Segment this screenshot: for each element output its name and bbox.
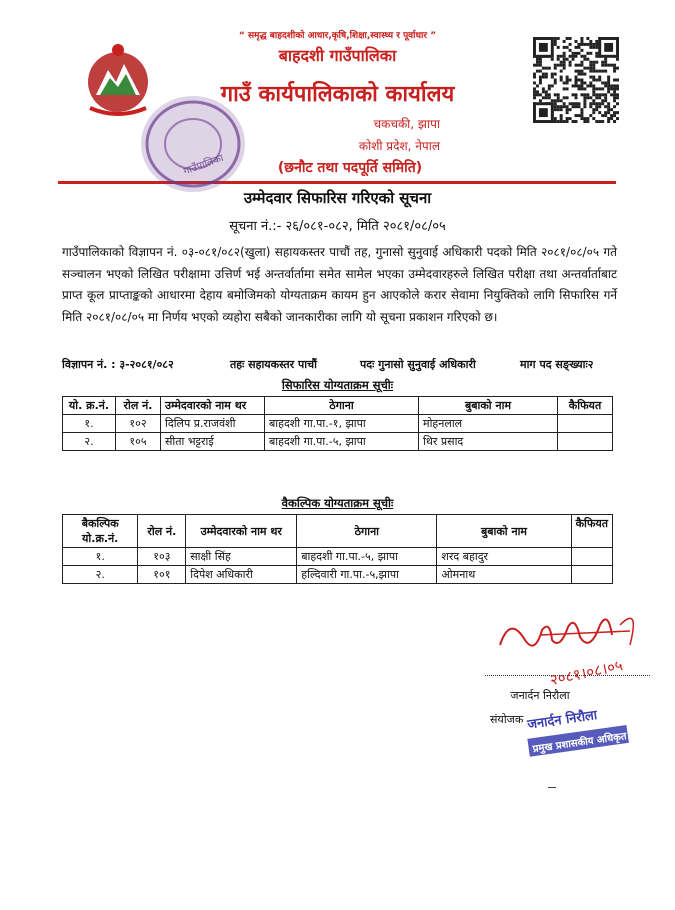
col-remarks: कैफियत (571, 515, 612, 548)
post-name: पदः गुनासो सुनुवाई अधिकारी (360, 358, 476, 371)
recommended-table (62, 396, 613, 451)
handwritten-signature (480, 595, 660, 700)
col-name: उम्मेदवारको नाम थर (161, 397, 265, 415)
motto: “ समृद्ध बाहदशीको आधार,कृषि,शिक्षा,स्वास्थ्य र पूर्वाधार ” (238, 31, 437, 41)
office-name: गाउँ कार्यपालिकाको कार्यालय (220, 82, 455, 107)
svg-text:प्रमुख प्रशासकीय अधिकृत: प्रमुख प्रशासकीय अधिकृत (532, 731, 628, 756)
cell-remarks (571, 566, 612, 584)
table-row (63, 433, 613, 451)
cell-serial: १. (63, 548, 138, 566)
handwritten-date: २०८१।०८।०५ (548, 656, 625, 690)
signatory-role: संयोजक (490, 713, 524, 726)
cell-name: सीता भट्टराई (161, 433, 265, 451)
svg-text:जनार्दन निरौला: जनार्दन निरौला (526, 708, 599, 733)
committee-name: (छनौट तथा पदपूर्ति समिति) (277, 160, 423, 176)
cell-remarks (558, 415, 613, 433)
table-row (63, 566, 613, 584)
col-serial: यो. क्र.नं. (63, 397, 116, 415)
cell-father: मोहनलाल (419, 415, 558, 433)
address-line-1: चकचकी, झापा (373, 117, 440, 131)
cell-name: दिलिप प्र.राजवंशी (161, 415, 265, 433)
cell-father: ओमनाथ (437, 566, 571, 584)
col-address: ठेगाना (265, 397, 419, 415)
table-header-row (63, 515, 613, 548)
col-remarks: कैफियत (558, 397, 613, 415)
advert-number: विज्ञापन नं. : ३-२०८१/०८२ (62, 358, 174, 371)
col-serial: बैकल्पिक यो.क्र.नं. (63, 515, 138, 548)
table-row (63, 548, 613, 566)
col-father: बुबाको नाम (419, 397, 558, 415)
cell-address: बाहदशी गा.पा.-५, झापा (297, 548, 437, 566)
cell-father: थिर प्रसाद (419, 433, 558, 451)
signatory-name: जनार्दन निरौला (510, 689, 570, 702)
notice-number: सूचना नं.:- २६/०८१-०८२, मिति २०८१/०८/०५ (229, 219, 446, 234)
svg-text:गाउँपालिका: गाउँपालिका (182, 152, 226, 178)
table2-title: वैकल्पिक योग्यताक्रम सूचीः (281, 496, 394, 510)
cell-father: शरद बहादुर (437, 548, 571, 566)
signature-line (485, 675, 650, 676)
cell-roll: १०१ (138, 566, 186, 584)
cell-name: दिपेश अधिकारी (186, 566, 297, 584)
alternate-table (62, 514, 613, 584)
cell-remarks (558, 433, 613, 451)
table-header-row (63, 397, 613, 415)
notice-heading: उम्मेदवार सिफारिस गरिएको सूचना (243, 189, 432, 207)
signature-stamp (520, 700, 635, 780)
demand-count: माग पद सङ्ख्याः२ (520, 358, 594, 371)
col-roll: रोल नं. (116, 397, 161, 415)
municipality-name: बाहदशी गाउँपालिका (278, 46, 397, 65)
divider-mark (548, 787, 556, 788)
cell-address: बाहदशी गा.पा.-१, झापा (265, 415, 419, 433)
col-roll: रोल नं. (138, 515, 186, 548)
address-line-2: कोशी प्रदेश, नेपाल (358, 139, 440, 153)
table-row (63, 415, 613, 433)
cell-roll: १०३ (138, 548, 186, 566)
col-name: उम्मेदवारको नाम थर (186, 515, 297, 548)
cell-serial: २. (63, 566, 138, 584)
cell-name: साक्षी सिंह (186, 548, 297, 566)
cell-address: बाहदशी गा.पा.-५, झापा (265, 433, 419, 451)
col-father: बुबाको नाम (437, 515, 571, 548)
office-seal-stamp (135, 88, 255, 198)
col-address: ठेगाना (297, 515, 437, 548)
cell-remarks (571, 548, 612, 566)
qr-code-icon (533, 37, 619, 123)
cell-serial: १. (63, 415, 116, 433)
cell-roll: १०५ (116, 433, 161, 451)
cell-roll: १०२ (116, 415, 161, 433)
post-level: तहः सहायकस्तर पाचौं (230, 358, 317, 371)
table1-title: सिफारिस योग्यताक्रम सूचीः (281, 378, 394, 392)
cell-address: हल्दिवारी गा.पा.-५,झापा (297, 566, 437, 584)
cell-serial: २. (63, 433, 116, 451)
notice-paragraph: गाउँपालिकाको विज्ञापन नं. ०३-०८१/०८२(खुला) सहायकस्तर पाचौं तह, गुनासो सुनुवाई अधिकारी पदको मिति २०८१/०८/०५ गते सञ्चालन भएको लिखित परीक्षामा उत्तिर्ण भई अन्तर्वार्तामा समेत सामेल भएका उम्मेदवारहरुले लिखित परीक्षा तथा अन्तर्वार्ताबाट प्राप्त कूल प्राप्ताङ्कको आधारमा देहाय बमोजिमको योग्यताक्रम कायम हुन आएकोले करार सेवामा नियुक्तिको लागि सिफारिस गर्ने मिति २०८१/०८/०५ मा निर्णय भएको व्यहोरा सबैको जानकारीका लागि यो सूचना प्रकाशन गरिएको छ। (62, 245, 617, 324)
